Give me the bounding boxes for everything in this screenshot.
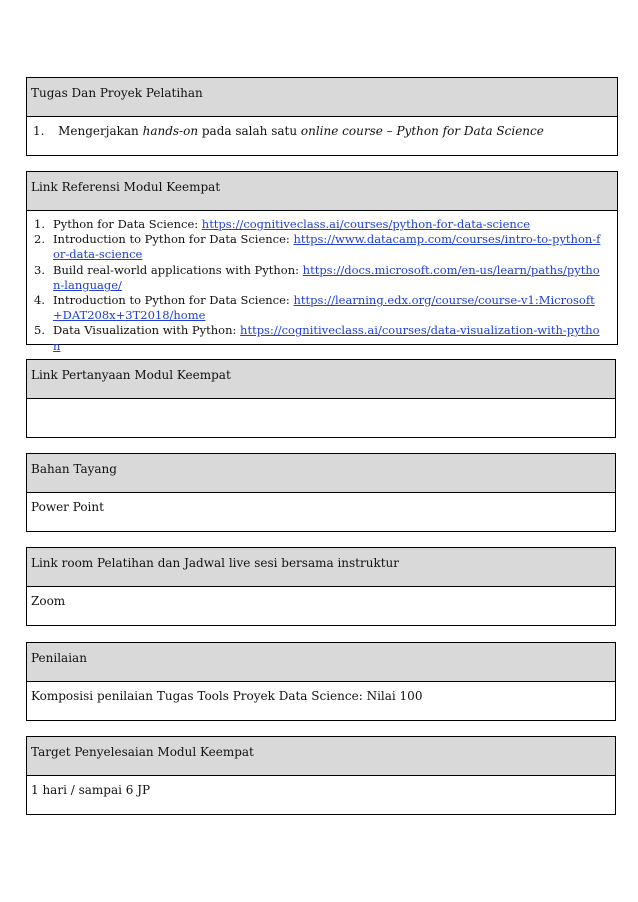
referensi-item: [33, 263, 601, 293]
tugas-item-em1: hands-on: [142, 124, 199, 138]
pertanyaan-header: Link Pertanyaan Modul Keempat: [27, 360, 615, 399]
referensi-item: [33, 323, 601, 353]
referensi-item-link[interactable]: https://cognitiveclass.ai/courses/data-visualization-with-python: [53, 323, 600, 353]
pertanyaan-section: [26, 359, 616, 438]
tugas-item-prefix: Mengerjakan: [58, 124, 143, 138]
referensi-section: [26, 171, 618, 353]
referensi-item-link[interactable]: https://www.datacamp.com/courses/intro-to-python-for-data-science: [53, 232, 601, 262]
referensi-item-label: Introduction to Python for Data Science:: [53, 293, 294, 308]
bahan-section: [26, 453, 616, 532]
referensi-header: Link Referensi Modul Keempat: [27, 172, 617, 211]
referensi-item-number: 1.: [34, 217, 45, 231]
target-header: Target Penyelesaian Modul Keempat: [27, 737, 615, 776]
referensi-item-label: Build real-world applications with Python:: [53, 262, 303, 277]
referensi-item-label: Data Visualization with Python:: [53, 323, 241, 338]
referensi-list: [33, 217, 601, 354]
target-body: 1 hari / sampai 6 JP: [31, 783, 151, 797]
referensi-item-label: Python for Data Science:: [53, 217, 202, 231]
referensi-item: [33, 293, 601, 323]
referensi-item-number: 3.: [34, 262, 45, 277]
tugas-body: [27, 117, 617, 139]
penilaian-body: Komposisi penilaian Tugas Tools Proyek Data Science: Nilai 100: [31, 689, 423, 703]
referensi-item: [33, 232, 601, 262]
referensi-body: [27, 211, 617, 354]
tugas-item-em2: online course – Python for Data Science: [300, 124, 544, 138]
bahan-header: Bahan Tayang: [27, 454, 615, 493]
tugas-item-mid: pada salah satu: [198, 124, 301, 138]
referensi-item-link[interactable]: https://docs.microsoft.com/en-us/learn/paths/python-language/: [53, 262, 600, 292]
pertanyaan-body: [27, 399, 615, 406]
tugas-header: Tugas Dan Proyek Pelatihan: [27, 78, 617, 117]
tugas-section: [26, 77, 618, 156]
referensi-item-label: Introduction to Python for Data Science:: [53, 232, 294, 247]
target-section: [26, 736, 616, 815]
bahan-body: Power Point: [31, 500, 104, 514]
penilaian-section: [26, 642, 616, 721]
room-section: [26, 547, 616, 626]
penilaian-header: Penilaian: [27, 643, 615, 682]
room-body: Zoom: [31, 594, 66, 608]
referensi-item: [33, 217, 601, 232]
referensi-item-number: 2.: [34, 232, 45, 247]
tugas-item-number: 1.: [33, 124, 45, 138]
referensi-item-number: 5.: [34, 323, 45, 338]
referensi-item-link[interactable]: https://cognitiveclass.ai/courses/python-for-data-science: [201, 217, 531, 231]
referensi-item-link[interactable]: https://learning.edx.org/course/course-v1:Microsoft+DAT208x+3T2018/home: [53, 293, 595, 323]
room-header: Link room Pelatihan dan Jadwal live sesi bersama instruktur: [27, 548, 615, 587]
referensi-item-number: 4.: [34, 293, 45, 308]
